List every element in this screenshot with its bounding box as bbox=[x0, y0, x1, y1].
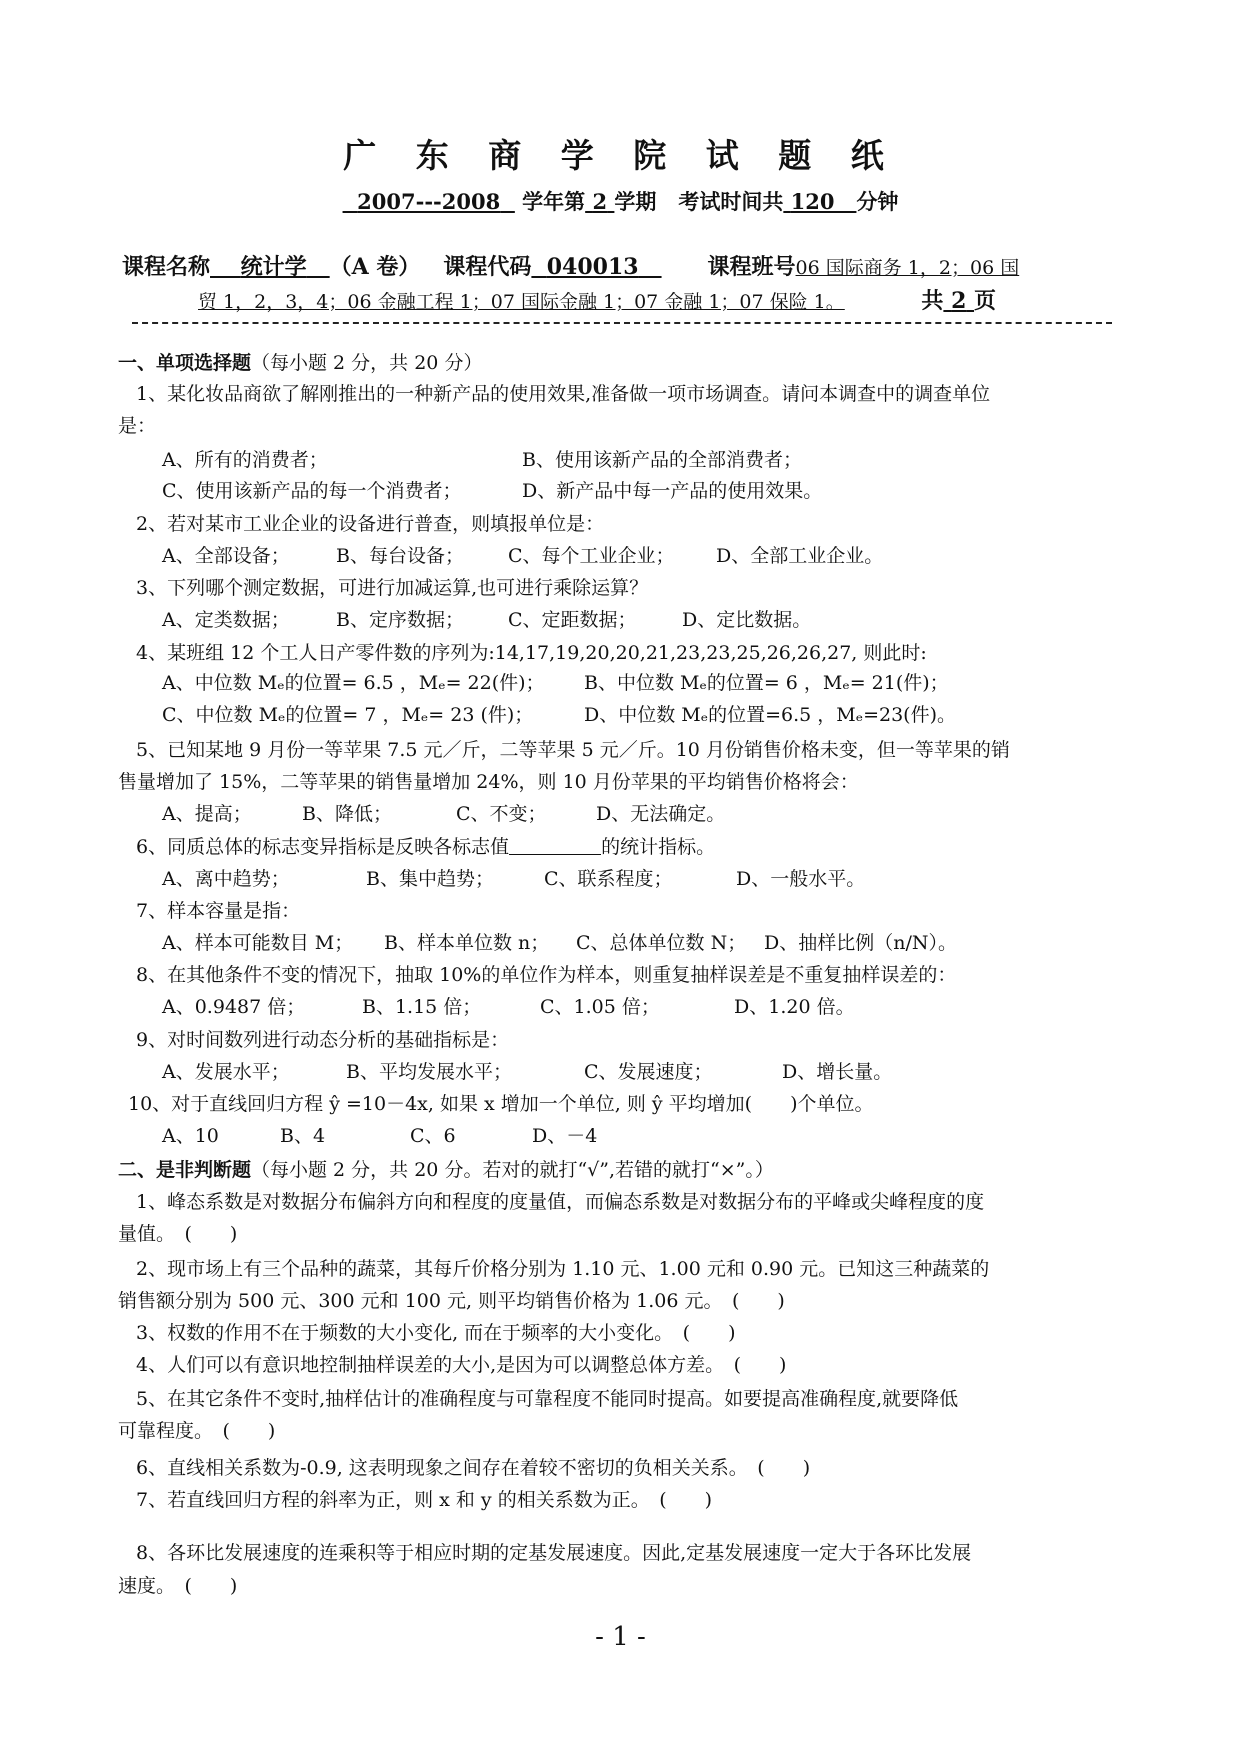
tf4: 4、人们可以有意识地控制抽样误差的大小,是因为可以调整总体方差。 ( ) bbox=[136, 1354, 787, 1376]
year-label: 学年第 bbox=[522, 189, 586, 214]
q8-option-c: C、1.05 倍； bbox=[540, 996, 660, 1018]
q8-option-b: B、1.15 倍； bbox=[362, 996, 482, 1018]
q9-option-a: A、发展水平； bbox=[162, 1061, 290, 1083]
q5-option-b: B、降低； bbox=[302, 803, 392, 825]
q6-option-c: C、联系程度； bbox=[544, 868, 673, 890]
q2-option-b: B、每台设备； bbox=[336, 545, 464, 567]
q2-stem: 2、若对某市工业企业的设备进行普查，则填报单位是： bbox=[136, 513, 605, 535]
section1-header bbox=[118, 350, 482, 376]
course-class-label: 课程班号 bbox=[707, 254, 796, 280]
course-volume: （A 卷） bbox=[329, 254, 421, 280]
pages-label-pre: 共 bbox=[921, 288, 944, 314]
tf1-line1: 1、峰态系数是对数据分布偏斜方向和程度的度量值，而偏态系数是对数据分布的平峰或尖峰程度的度 bbox=[136, 1191, 985, 1213]
q9-option-d: D、增长量。 bbox=[782, 1061, 893, 1083]
q9-option-c: C、发展速度； bbox=[584, 1061, 713, 1083]
q10-option-b: B、4 bbox=[280, 1125, 326, 1147]
tf7: 7、若直线回归方程的斜率为正，则 x 和 y 的相关系数为正。 ( ) bbox=[136, 1489, 713, 1511]
exam-time-label: 考试时间共 bbox=[678, 189, 784, 214]
q6-stem-pre: 6、同质总体的标志变异指标是反映各标志值 bbox=[136, 836, 510, 858]
tf8-line2: 速度。 ( ) bbox=[118, 1575, 238, 1597]
q6-stem-post: 的统计指标。 bbox=[601, 836, 716, 858]
tf8-line1: 8、各环比发展速度的连乘积等于相应时期的定基发展速度。因此,定基发展速度一定大于各环比发展 bbox=[136, 1542, 972, 1564]
q4-option-d: D、中位数 Mₑ的位置=6.5 ，Mₑ=23(件)。 bbox=[584, 704, 956, 726]
course-info-line bbox=[122, 254, 1019, 281]
q10-option-d: D、－4 bbox=[532, 1125, 598, 1147]
q1-option-b: B、使用该新产品的全部消费者； bbox=[522, 449, 802, 471]
section1-note: （每小题 2 分，共 20 分） bbox=[251, 352, 483, 374]
page-count: 2 bbox=[951, 288, 967, 314]
course-name-label: 课程名称 bbox=[122, 254, 211, 280]
q3-stem: 3、下列哪个测定数据，可进行加减运算,也可进行乘除运算？ bbox=[136, 577, 649, 599]
q7-option-c: C、总体单位数 N； bbox=[576, 932, 747, 954]
tf1-line2: 量值。 ( ) bbox=[118, 1223, 238, 1245]
q7-stem: 7、样本容量是指： bbox=[136, 900, 301, 922]
course-class-line2: 贸 1，2，3，4；06 金融工程 1；07 国际金融 1；07 金融 1；07 保险 1。 bbox=[198, 291, 845, 313]
q2-option-d: D、全部工业企业。 bbox=[716, 545, 884, 567]
pages-label-post: 页 bbox=[974, 288, 997, 314]
q6-stem bbox=[136, 834, 715, 860]
q5-stem-line1: 5、已知某地 9 月份一等苹果 7.5 元／斤，二等苹果 5 元／斤。10 月份销售价格未变，但一等苹果的销 bbox=[136, 739, 1010, 761]
q6-fill-blank bbox=[509, 836, 601, 855]
tf3: 3、权数的作用不在于频数的大小变化, 而在于频率的大小变化。 ( ) bbox=[136, 1322, 736, 1344]
page-number: - 1 - bbox=[595, 1622, 646, 1652]
q8-option-d: D、1.20 倍。 bbox=[734, 996, 855, 1018]
q7-option-d: D、抽样比例（n/N）。 bbox=[764, 932, 957, 954]
q1-option-d: D、新产品中每一产品的使用效果。 bbox=[522, 480, 823, 502]
q1-option-a: A、所有的消费者； bbox=[162, 449, 328, 471]
q4-option-b: B、中位数 Mₑ的位置= 6 ，Mₑ= 21(件)； bbox=[584, 672, 949, 694]
term-number: 2 bbox=[592, 189, 608, 214]
q6-option-b: B、集中趋势； bbox=[366, 868, 494, 890]
q1-stem-line2: 是： bbox=[118, 415, 157, 437]
exam-duration: 120 bbox=[790, 189, 835, 214]
course-code: 040013 bbox=[546, 254, 639, 280]
tf5-line1: 5、在其它条件不变时,抽样估计的准确程度与可靠程度不能同时提高。如要提高准确程度,就要降低 bbox=[136, 1388, 959, 1410]
course-class-line1: 06 国际商务 1，2；06 国 bbox=[795, 257, 1020, 279]
duration-unit: 分钟 bbox=[856, 189, 899, 214]
q7-option-a: A、样本可能数目 M； bbox=[162, 932, 354, 954]
q4-stem: 4、某班组 12 个工人日产零件数的序列为:14,17,19,20,20,21,23,23,25,26,26,27, 则此时: bbox=[136, 642, 927, 664]
q5-stem-line2: 售量增加了 15%，二等苹果的销售量增加 24%，则 10 月份苹果的平均销售价格将会： bbox=[118, 771, 859, 793]
q9-stem: 9、对时间数列进行动态分析的基础指标是： bbox=[136, 1029, 510, 1051]
section1-heading: 一、单项选择题 bbox=[118, 352, 252, 374]
q6-option-a: A、离中趋势； bbox=[162, 868, 290, 890]
tf2-line1: 2、现市场上有三个品种的蔬菜，其每斤价格分别为 1.10 元、1.00 元和 0.90 元。已知这三种蔬菜的 bbox=[136, 1258, 990, 1280]
q10-stem: 10、对于直线回归方程 ŷ =10－4x, 如果 x 增加一个单位, 则 ŷ 平均增加( )个单位。 bbox=[128, 1093, 874, 1115]
q5-option-c: C、不变； bbox=[456, 803, 547, 825]
q2-option-a: A、全部设备； bbox=[162, 545, 290, 567]
course-info-line2 bbox=[198, 288, 996, 315]
q3-option-b: B、定序数据； bbox=[336, 609, 464, 631]
q3-option-c: C、定距数据； bbox=[508, 609, 637, 631]
term-label: 学期 bbox=[614, 189, 657, 214]
q4-option-a: A、中位数 Mₑ的位置= 6.5 ，Mₑ= 22(件)； bbox=[162, 672, 545, 694]
q7-option-b: B、样本单位数 n； bbox=[384, 932, 550, 954]
section2-heading: 二、是非判断题 bbox=[118, 1159, 252, 1181]
q9-option-b: B、平均发展水平； bbox=[346, 1061, 512, 1083]
q8-stem: 8、在其他条件不变的情况下，抽取 10%的单位作为样本，则重复抽样误差是不重复抽样误差的： bbox=[136, 964, 957, 986]
q5-option-a: A、提高； bbox=[162, 803, 252, 825]
q2-option-c: C、每个工业企业； bbox=[508, 545, 675, 567]
q4-option-c: C、中位数 Mₑ的位置= 7 ，Mₑ= 23 (件)； bbox=[162, 704, 534, 726]
q10-option-c: C、6 bbox=[410, 1125, 456, 1147]
academic-year: 2007---2008 bbox=[357, 189, 501, 214]
q1-stem-line1: 1、某化妆品商欲了解刚推出的一种新产品的使用效果,准备做一项市场调查。请问本调查中的调查单位 bbox=[136, 383, 991, 405]
divider-dashed-line bbox=[132, 322, 1112, 324]
section2-note: （每小题 2 分，共 20 分。若对的就打“√”,若错的就打“×”。） bbox=[251, 1159, 774, 1181]
q3-option-a: A、定类数据； bbox=[162, 609, 290, 631]
q1-option-c: C、使用该新产品的每一个消费者； bbox=[162, 480, 462, 502]
course-name: 统计学 bbox=[240, 254, 307, 280]
tf2-line2: 销售额分别为 500 元、300 元和 100 元, 则平均销售价格为 1.06 元。 ( ) bbox=[118, 1290, 785, 1312]
section2-header bbox=[118, 1157, 774, 1183]
exam-title: 广 东 商 学 院 试 题 纸 bbox=[343, 136, 898, 175]
q8-option-a: A、0.9487 倍； bbox=[162, 996, 306, 1018]
q6-option-d: D、一般水平。 bbox=[736, 868, 866, 890]
q3-option-d: D、定比数据。 bbox=[682, 609, 812, 631]
tf5-line2: 可靠程度。 ( ) bbox=[118, 1420, 276, 1442]
course-code-label: 课程代码 bbox=[443, 254, 532, 280]
tf6: 6、直线相关系数为-0.9, 这表明现象之间存在着较不密切的负相关关系。 ( ) bbox=[136, 1457, 811, 1479]
q10-option-a: A、10 bbox=[162, 1125, 219, 1147]
q5-option-d: D、无法确定。 bbox=[596, 803, 726, 825]
exam-term-line bbox=[0, 186, 1241, 216]
